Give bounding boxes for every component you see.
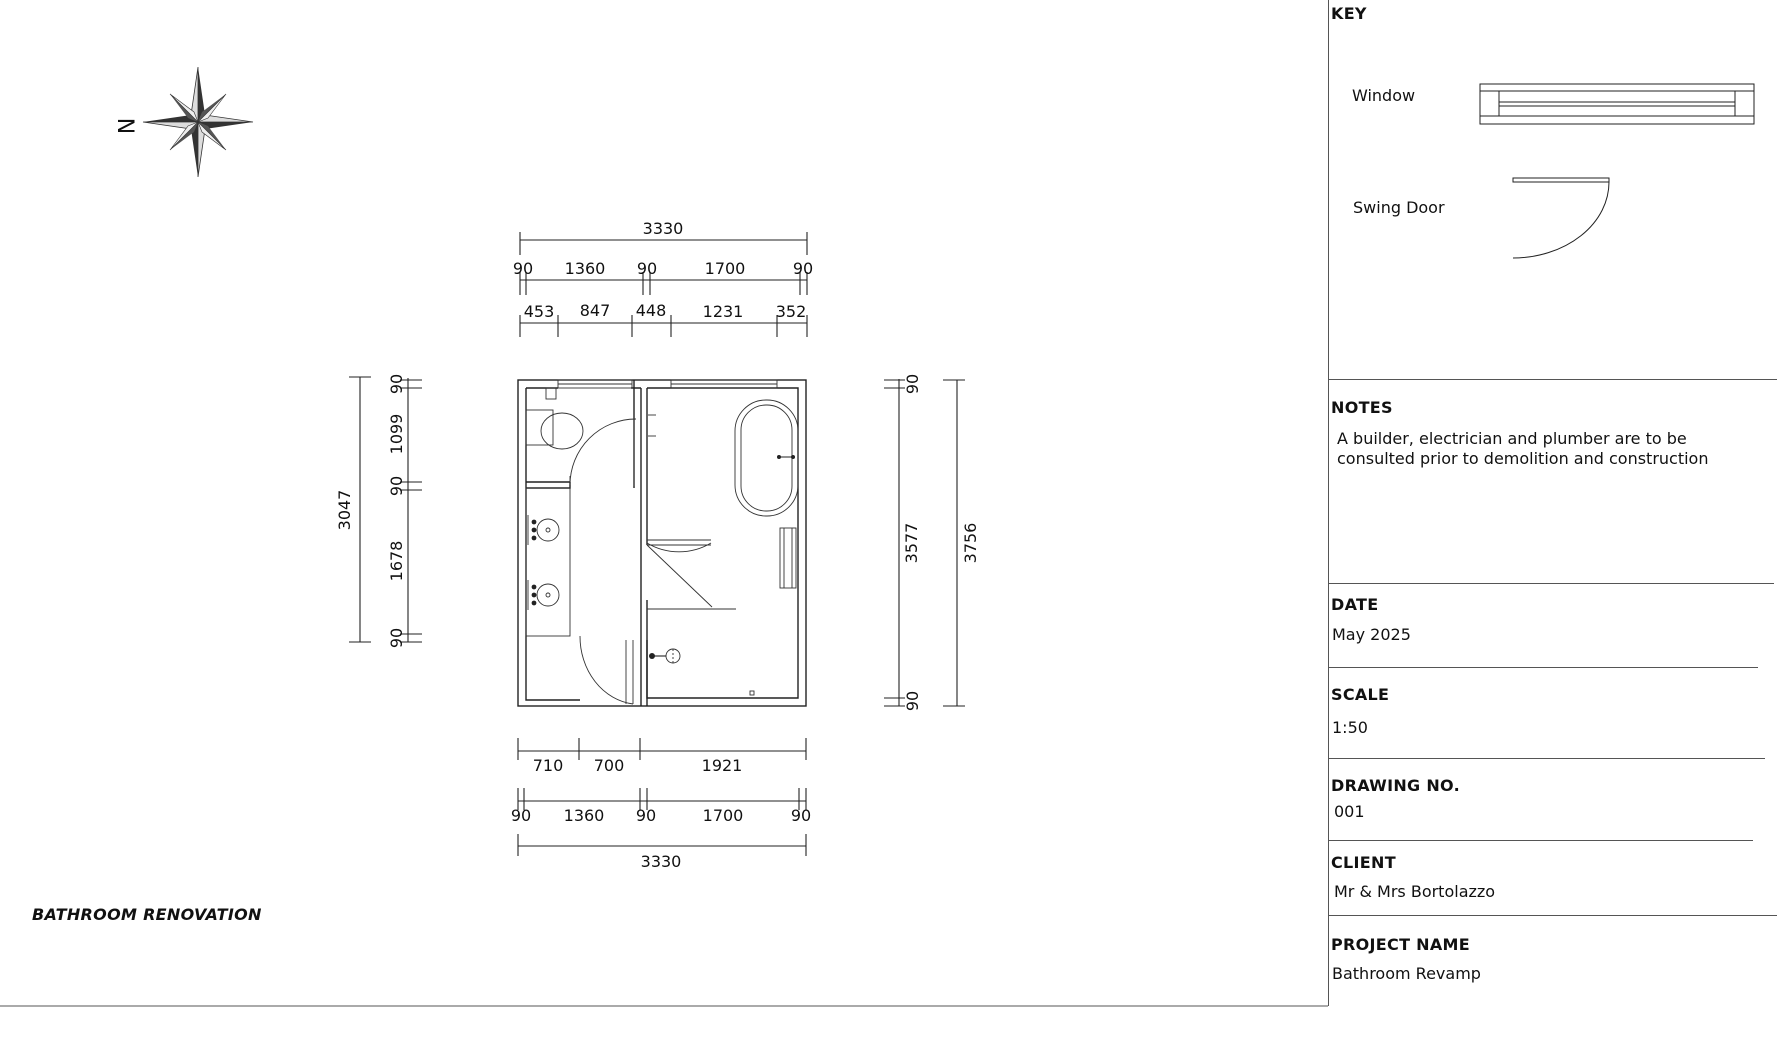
dim-right-part-3: 90 <box>903 690 922 712</box>
dim-bottom-overall: 3330 <box>640 852 682 871</box>
notes-text: A builder, electrician and plumber are to be consulted prior to demolition and construction <box>1337 429 1709 468</box>
dim-right-overall: 3756 <box>961 522 980 564</box>
bottom-overall-dimension <box>518 834 806 871</box>
divider <box>1329 583 1774 584</box>
door-swing-entry <box>580 636 633 704</box>
key-title: KEY <box>1331 4 1367 23</box>
dim-bottom-wall-4: 1700 <box>702 806 744 825</box>
door-swing-shower <box>647 540 736 609</box>
dim-top-wall-5: 90 <box>792 259 814 278</box>
sheet-title: BATHROOM RENOVATION <box>32 905 262 924</box>
title-block <box>1328 0 1777 1006</box>
dim-top-wall-2: 1360 <box>564 259 606 278</box>
divider <box>1329 758 1765 759</box>
divider <box>1329 915 1777 916</box>
freestanding-bathtub <box>735 400 798 516</box>
dim-left-part-4: 1678 <box>387 540 406 582</box>
dim-bottom-wall-3: 90 <box>635 806 657 825</box>
drawing-no-title: DRAWING NO. <box>1331 776 1460 795</box>
dim-bottom-opening-1: 710 <box>532 756 564 775</box>
dim-top-wall-3: 90 <box>636 259 658 278</box>
divider <box>1329 667 1758 668</box>
date-value: May 2025 <box>1332 625 1411 644</box>
vanity-double-basin <box>526 488 570 636</box>
left-overall-dimension <box>335 377 371 642</box>
dim-top-wall-4: 1700 <box>704 259 746 278</box>
dim-left-part-5: 90 <box>387 627 406 649</box>
north-label: N <box>112 117 137 135</box>
key-window-label: Window <box>1352 86 1416 105</box>
client-value: Mr & Mrs Bortolazzo <box>1334 882 1496 901</box>
bottom-wall-dimensions <box>511 788 811 825</box>
dim-bottom-opening-2: 700 <box>593 756 625 775</box>
dim-top-opening-2: 847 <box>579 301 611 320</box>
notes-title: NOTES <box>1331 398 1393 417</box>
dim-left-overall: 3047 <box>335 489 354 531</box>
drawing-no-value: 001 <box>1334 802 1365 821</box>
towel-rail <box>780 528 796 588</box>
dim-top-opening-4: 1231 <box>702 302 744 321</box>
dim-left-part-3: 90 <box>387 475 406 497</box>
dim-left-part-1: 90 <box>387 373 406 395</box>
project-name-title: PROJECT NAME <box>1331 935 1470 954</box>
left-part-dimensions <box>387 374 422 648</box>
dim-right-part-2: 3577 <box>902 522 921 564</box>
divider <box>1329 379 1777 380</box>
dim-top-opening-5: 352 <box>775 302 807 321</box>
door-swing-wc <box>570 419 636 486</box>
window-symbol-icon <box>1479 82 1759 126</box>
right-part-dimensions <box>884 374 922 711</box>
shower-mixer <box>649 649 680 663</box>
dim-right-part-1: 90 <box>903 373 922 395</box>
key-door-label: Swing Door <box>1353 198 1445 217</box>
dim-top-opening-1: 453 <box>523 302 555 321</box>
scale-value: 1:50 <box>1332 718 1368 737</box>
dim-top-overall: 3330 <box>642 219 684 238</box>
window-top-right <box>671 380 777 388</box>
dim-bottom-opening-3: 1921 <box>701 756 743 775</box>
top-wall-dimensions <box>513 259 813 295</box>
right-overall-dimension <box>943 380 980 706</box>
top-opening-dimensions <box>520 301 807 337</box>
bathroom-floor-plan <box>518 380 806 706</box>
date-title: DATE <box>1331 595 1379 614</box>
project-name-value: Bathroom Revamp <box>1332 964 1481 983</box>
dim-top-wall-1: 90 <box>512 259 534 278</box>
compass-rose-icon <box>143 67 253 177</box>
dim-top-opening-3: 448 <box>635 301 667 320</box>
toilet <box>526 388 583 449</box>
divider <box>1329 840 1753 841</box>
scale-title: SCALE <box>1331 685 1390 704</box>
top-overall-dimension <box>520 219 807 255</box>
bottom-opening-dimensions <box>518 738 806 775</box>
dim-bottom-wall-1: 90 <box>510 806 532 825</box>
swing-door-symbol-icon <box>1512 176 1622 262</box>
dim-bottom-wall-5: 90 <box>790 806 812 825</box>
dim-bottom-wall-2: 1360 <box>563 806 605 825</box>
client-title: CLIENT <box>1331 853 1396 872</box>
dim-left-part-2: 1099 <box>387 413 406 455</box>
window-top-left <box>558 380 632 388</box>
